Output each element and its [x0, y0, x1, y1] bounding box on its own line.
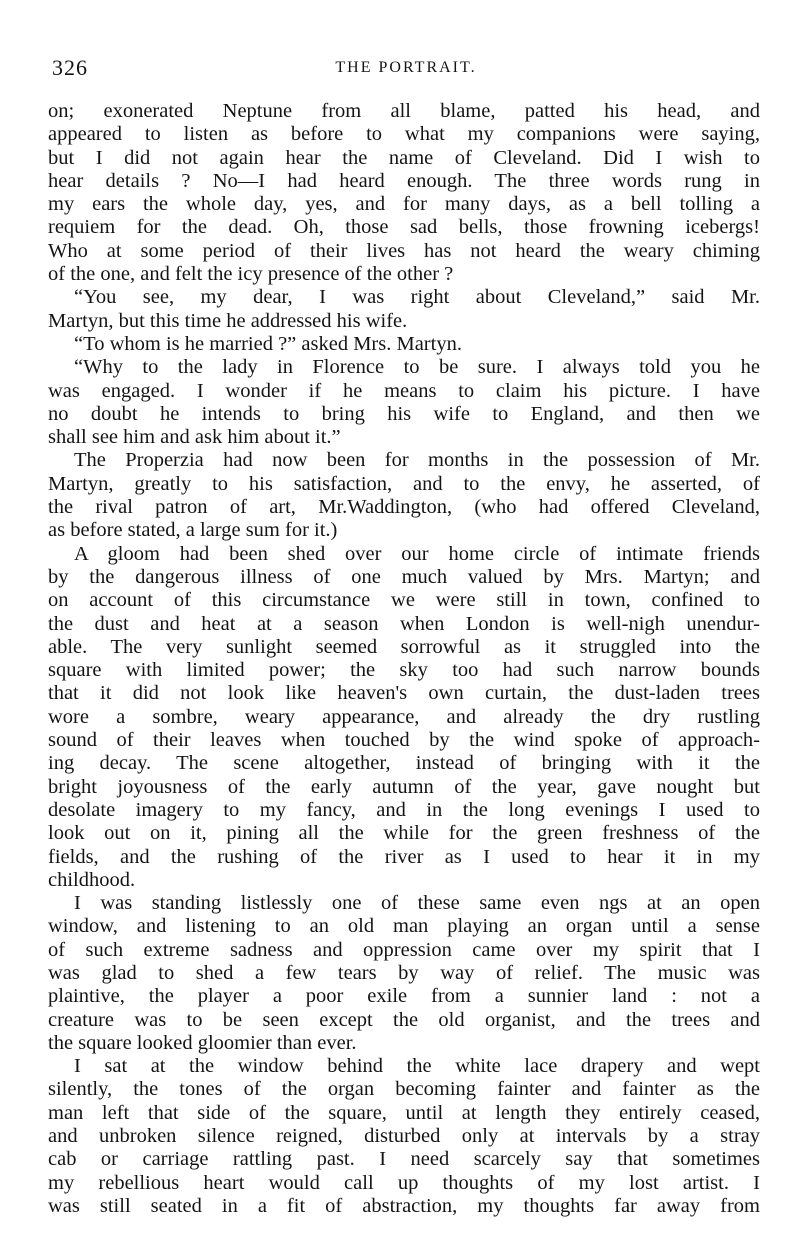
- text-line: childhood.: [48, 868, 136, 891]
- text-line: and unbroken silence reigned, disturbed only at intervals by a stray: [48, 1125, 760, 1148]
- text-line: was still seated in a fit of abstraction, my thoughts far away from: [48, 1194, 760, 1217]
- text-line: the rival patron of art, Mr.Waddington, (who had offered Cleveland,: [48, 496, 760, 519]
- text-line: ing decay. The scene altogether, instead of bringing with it the: [48, 752, 760, 775]
- text-line: Who at some period of their lives has not heard the weary chiming: [48, 239, 760, 262]
- text-line: was glad to shed a few tears by way of relief. The music was: [48, 961, 760, 984]
- text-line: I sat at the window behind the white lace drapery and wept: [74, 1055, 760, 1078]
- text-line: “To whom is he married ?” asked Mrs. Martyn.: [74, 332, 462, 355]
- text-line: The Properzia had now been for months in the possession of Mr.: [74, 449, 760, 472]
- text-line: I was standing listlessly one of these same even ngs at an open: [74, 892, 760, 915]
- text-line: on; exonerated Neptune from all blame, patted his head, and: [48, 100, 760, 122]
- text-line: able. The very sunlight seemed sorrowful as it struggled into the: [48, 635, 760, 658]
- running-title: THE PORTRAIT.: [335, 59, 477, 76]
- text-line: creature was to be seen except the old organist, and the trees and: [48, 1008, 760, 1031]
- text-line: window, and listening to an old man playing an organ until a sense: [48, 915, 760, 938]
- text-line: by the dangerous illness of one much valued by Mrs. Martyn; and: [48, 565, 760, 588]
- text-line: appeared to listen as before to what my companions were saying,: [48, 123, 760, 146]
- text-line: fields, and the rushing of the river as I used to hear it in my: [48, 845, 760, 868]
- text-line: shall see him and ask him about it.”: [48, 426, 341, 449]
- text-line: but I did not again hear the name of Cleveland. Did I wish to: [48, 146, 760, 169]
- text-line: requiem for the dead. Oh, those sad bells, those frowning icebergs!: [48, 216, 760, 239]
- page-number: 326: [52, 55, 88, 80]
- text-line: on account of this circumstance we were still in town, confined to: [48, 589, 760, 612]
- text-line: sound of their leaves when touched by the wind spoke of approach-: [48, 729, 760, 752]
- body-text: [48, 100, 760, 1218]
- text-line: Martyn, greatly to his satisfaction, and to the envy, he asserted, of: [48, 472, 760, 495]
- text-line: of the one, and felt the icy presence of the other ?: [48, 263, 454, 286]
- text-line: no doubt he intends to bring his wife to England, and then we: [48, 402, 760, 425]
- text-line: my ears the whole day, yes, and for many days, as a bell tolling a: [48, 193, 760, 216]
- text-line: bright joyousness of the early autumn of the year, gave nought but: [48, 775, 760, 798]
- text-line: square with limited power; the sky too had such narrow bounds: [48, 659, 760, 682]
- text-line: cab or carriage rattling past. I need scarcely say that sometimes: [48, 1148, 760, 1171]
- text-line: “You see, my dear, I was right about Cleveland,” said Mr.: [74, 286, 760, 309]
- text-line: was engaged. I wonder if he means to claim his picture. I have: [48, 379, 760, 402]
- text-line: the dust and heat at a season when London is well-nigh unendur-: [48, 612, 760, 635]
- text-line: hear details ? No—I had heard enough. The three words rung in: [48, 169, 760, 192]
- text-line: wore a sombre, weary appearance, and already the dry rustling: [48, 705, 760, 728]
- text-line: of such extreme sadness and oppression came over my spirit that I: [48, 938, 760, 961]
- text-line: A gloom had been shed over our home circle of intimate friends: [74, 542, 760, 565]
- text-line: look out on it, pining all the while for the green freshness of the: [48, 822, 760, 845]
- text-line: as before stated, a large sum for it.): [48, 519, 338, 542]
- text-line: desolate imagery to my fancy, and in the long evenings I used to: [48, 798, 760, 821]
- text-line: “Why to the lady in Florence to be sure. I always told you he: [74, 356, 760, 379]
- text-line: the square looked gloomier than ever.: [48, 1031, 357, 1054]
- text-line: my rebellious heart would call up thoughts of my lost artist. I: [48, 1171, 760, 1194]
- text-line: that it did not look like heaven's own curtain, the dust-laden trees: [48, 682, 760, 705]
- text-line: man left that side of the square, until at length they entirely ceased,: [48, 1101, 760, 1124]
- text-line: Martyn, but this time he addressed his wife.: [48, 309, 408, 332]
- text-line: silently, the tones of the organ becoming fainter and fainter as the: [48, 1078, 760, 1101]
- page-header: [52, 55, 760, 85]
- text-line: plaintive, the player a poor exile from a sunnier land : not a: [48, 985, 760, 1008]
